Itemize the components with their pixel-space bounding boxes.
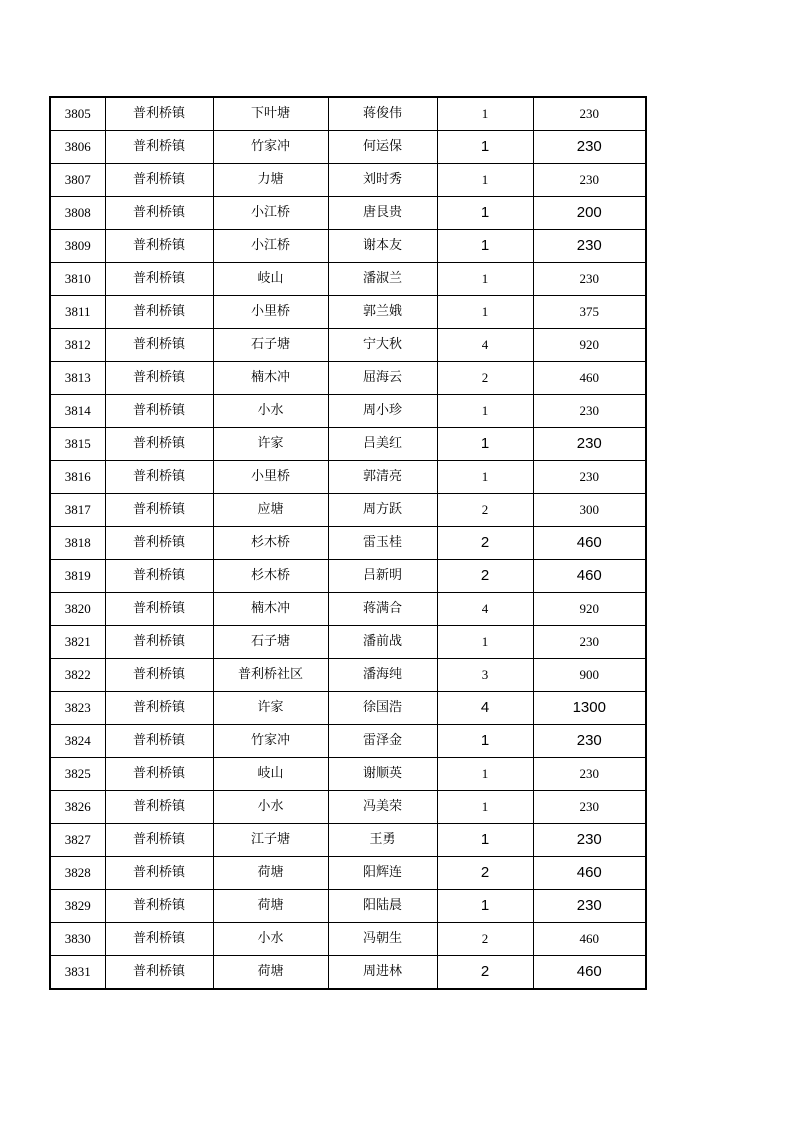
- cell-id: 3823: [50, 692, 105, 725]
- cell-count: 2: [437, 956, 533, 990]
- cell-count: 1: [437, 164, 533, 197]
- cell-village: 小里桥: [213, 296, 328, 329]
- cell-count: 3: [437, 659, 533, 692]
- cell-name: 吕美红: [328, 428, 437, 461]
- table-row: [50, 461, 646, 494]
- cell-count: 4: [437, 329, 533, 362]
- table-row: [50, 263, 646, 296]
- table-row: [50, 791, 646, 824]
- cell-village: 石子塘: [213, 329, 328, 362]
- cell-amount: 920: [533, 593, 646, 626]
- table-row: [50, 593, 646, 626]
- cell-village: 许家: [213, 428, 328, 461]
- cell-name: 宁大秋: [328, 329, 437, 362]
- cell-id: 3819: [50, 560, 105, 593]
- cell-amount: 230: [533, 890, 646, 923]
- cell-count: 2: [437, 362, 533, 395]
- cell-amount: 230: [533, 461, 646, 494]
- cell-name: 刘时秀: [328, 164, 437, 197]
- cell-count: 1: [437, 791, 533, 824]
- cell-village: 小里桥: [213, 461, 328, 494]
- cell-name: 阳陆晨: [328, 890, 437, 923]
- cell-count: 1: [437, 824, 533, 857]
- cell-town: 普利桥镇: [105, 626, 213, 659]
- cell-town: 普利桥镇: [105, 692, 213, 725]
- cell-id: 3806: [50, 131, 105, 164]
- table-row: [50, 329, 646, 362]
- cell-count: 2: [437, 560, 533, 593]
- cell-village: 竹家冲: [213, 131, 328, 164]
- cell-id: 3830: [50, 923, 105, 956]
- cell-count: 1: [437, 758, 533, 791]
- cell-amount: 300: [533, 494, 646, 527]
- cell-amount: 1300: [533, 692, 646, 725]
- table-row: [50, 97, 646, 131]
- table-row: [50, 362, 646, 395]
- table-row: [50, 197, 646, 230]
- cell-town: 普利桥镇: [105, 395, 213, 428]
- table-row: [50, 131, 646, 164]
- cell-name: 王勇: [328, 824, 437, 857]
- cell-amount: 230: [533, 428, 646, 461]
- cell-village: 普利桥社区: [213, 659, 328, 692]
- cell-town: 普利桥镇: [105, 923, 213, 956]
- cell-name: 吕新明: [328, 560, 437, 593]
- cell-town: 普利桥镇: [105, 197, 213, 230]
- cell-amount: 230: [533, 626, 646, 659]
- cell-id: 3821: [50, 626, 105, 659]
- cell-town: 普利桥镇: [105, 97, 213, 131]
- table-row: [50, 395, 646, 428]
- cell-name: 谢顺英: [328, 758, 437, 791]
- cell-name: 谢本友: [328, 230, 437, 263]
- cell-name: 周小珍: [328, 395, 437, 428]
- table-row: [50, 692, 646, 725]
- table-row: [50, 626, 646, 659]
- cell-town: 普利桥镇: [105, 659, 213, 692]
- cell-id: 3825: [50, 758, 105, 791]
- cell-name: 蒋满合: [328, 593, 437, 626]
- cell-village: 杉木桥: [213, 560, 328, 593]
- cell-count: 1: [437, 461, 533, 494]
- cell-id: 3824: [50, 725, 105, 758]
- cell-amount: 920: [533, 329, 646, 362]
- cell-amount: 900: [533, 659, 646, 692]
- data-table: [49, 96, 647, 990]
- cell-town: 普利桥镇: [105, 593, 213, 626]
- cell-village: 竹家冲: [213, 725, 328, 758]
- cell-id: 3810: [50, 263, 105, 296]
- table-row: [50, 824, 646, 857]
- cell-name: 周进林: [328, 956, 437, 990]
- cell-id: 3805: [50, 97, 105, 131]
- cell-id: 3813: [50, 362, 105, 395]
- cell-village: 荷塘: [213, 890, 328, 923]
- cell-name: 屈海云: [328, 362, 437, 395]
- cell-name: 蒋俊伟: [328, 97, 437, 131]
- cell-amount: 460: [533, 560, 646, 593]
- cell-name: 郭清亮: [328, 461, 437, 494]
- table-body: [50, 97, 646, 989]
- cell-amount: 460: [533, 857, 646, 890]
- cell-count: 2: [437, 857, 533, 890]
- cell-name: 冯美荣: [328, 791, 437, 824]
- cell-amount: 230: [533, 97, 646, 131]
- cell-count: 2: [437, 494, 533, 527]
- cell-count: 1: [437, 725, 533, 758]
- table-row: [50, 428, 646, 461]
- table-row: [50, 164, 646, 197]
- cell-name: 潘前战: [328, 626, 437, 659]
- cell-name: 阳辉连: [328, 857, 437, 890]
- cell-count: 1: [437, 197, 533, 230]
- table-row: [50, 923, 646, 956]
- cell-id: 3808: [50, 197, 105, 230]
- cell-village: 小江桥: [213, 230, 328, 263]
- table-row: [50, 725, 646, 758]
- table-row: [50, 956, 646, 990]
- cell-town: 普利桥镇: [105, 461, 213, 494]
- cell-village: 岐山: [213, 758, 328, 791]
- cell-amount: 375: [533, 296, 646, 329]
- table-row: [50, 560, 646, 593]
- cell-count: 1: [437, 395, 533, 428]
- cell-id: 3807: [50, 164, 105, 197]
- cell-name: 郭兰娥: [328, 296, 437, 329]
- cell-id: 3831: [50, 956, 105, 990]
- table-row: [50, 230, 646, 263]
- cell-town: 普利桥镇: [105, 857, 213, 890]
- cell-village: 小江桥: [213, 197, 328, 230]
- cell-village: 杉木桥: [213, 527, 328, 560]
- cell-count: 1: [437, 428, 533, 461]
- cell-amount: 230: [533, 395, 646, 428]
- cell-id: 3828: [50, 857, 105, 890]
- cell-village: 许家: [213, 692, 328, 725]
- cell-town: 普利桥镇: [105, 956, 213, 990]
- cell-village: 江子塘: [213, 824, 328, 857]
- cell-name: 潘海纯: [328, 659, 437, 692]
- cell-village: 楠木冲: [213, 593, 328, 626]
- cell-village: 小水: [213, 923, 328, 956]
- cell-id: 3815: [50, 428, 105, 461]
- cell-name: 雷泽金: [328, 725, 437, 758]
- cell-amount: 230: [533, 758, 646, 791]
- cell-amount: 200: [533, 197, 646, 230]
- cell-town: 普利桥镇: [105, 791, 213, 824]
- cell-count: 1: [437, 131, 533, 164]
- cell-count: 1: [437, 263, 533, 296]
- cell-amount: 460: [533, 923, 646, 956]
- cell-town: 普利桥镇: [105, 164, 213, 197]
- cell-town: 普利桥镇: [105, 890, 213, 923]
- cell-name: 雷玉桂: [328, 527, 437, 560]
- cell-town: 普利桥镇: [105, 296, 213, 329]
- cell-amount: 460: [533, 956, 646, 990]
- cell-id: 3818: [50, 527, 105, 560]
- cell-count: 1: [437, 890, 533, 923]
- cell-id: 3812: [50, 329, 105, 362]
- cell-name: 何运保: [328, 131, 437, 164]
- cell-town: 普利桥镇: [105, 131, 213, 164]
- cell-count: 4: [437, 692, 533, 725]
- cell-town: 普利桥镇: [105, 329, 213, 362]
- cell-id: 3811: [50, 296, 105, 329]
- cell-amount: 230: [533, 824, 646, 857]
- cell-name: 冯朝生: [328, 923, 437, 956]
- cell-amount: 460: [533, 527, 646, 560]
- cell-amount: 230: [533, 791, 646, 824]
- table-row: [50, 758, 646, 791]
- cell-id: 3827: [50, 824, 105, 857]
- cell-town: 普利桥镇: [105, 527, 213, 560]
- cell-count: 4: [437, 593, 533, 626]
- cell-name: 周方跃: [328, 494, 437, 527]
- cell-amount: 230: [533, 263, 646, 296]
- cell-amount: 230: [533, 131, 646, 164]
- cell-id: 3822: [50, 659, 105, 692]
- cell-id: 3817: [50, 494, 105, 527]
- cell-town: 普利桥镇: [105, 362, 213, 395]
- cell-amount: 230: [533, 164, 646, 197]
- table-row: [50, 857, 646, 890]
- table-row: [50, 890, 646, 923]
- cell-town: 普利桥镇: [105, 758, 213, 791]
- table-row: [50, 659, 646, 692]
- cell-town: 普利桥镇: [105, 230, 213, 263]
- cell-id: 3814: [50, 395, 105, 428]
- cell-count: 1: [437, 230, 533, 263]
- cell-name: 潘淑兰: [328, 263, 437, 296]
- cell-village: 荷塘: [213, 857, 328, 890]
- cell-village: 下叶塘: [213, 97, 328, 131]
- cell-count: 1: [437, 97, 533, 131]
- cell-town: 普利桥镇: [105, 560, 213, 593]
- cell-amount: 460: [533, 362, 646, 395]
- cell-id: 3820: [50, 593, 105, 626]
- cell-village: 力塘: [213, 164, 328, 197]
- cell-village: 石子塘: [213, 626, 328, 659]
- cell-town: 普利桥镇: [105, 725, 213, 758]
- cell-id: 3809: [50, 230, 105, 263]
- cell-id: 3829: [50, 890, 105, 923]
- cell-town: 普利桥镇: [105, 428, 213, 461]
- cell-village: 岐山: [213, 263, 328, 296]
- cell-count: 2: [437, 527, 533, 560]
- cell-village: 小水: [213, 395, 328, 428]
- cell-name: 徐国浩: [328, 692, 437, 725]
- table-row: [50, 296, 646, 329]
- cell-village: 小水: [213, 791, 328, 824]
- cell-id: 3816: [50, 461, 105, 494]
- cell-town: 普利桥镇: [105, 824, 213, 857]
- cell-amount: 230: [533, 230, 646, 263]
- cell-id: 3826: [50, 791, 105, 824]
- cell-count: 1: [437, 626, 533, 659]
- cell-town: 普利桥镇: [105, 494, 213, 527]
- table-row: [50, 494, 646, 527]
- cell-village: 楠木冲: [213, 362, 328, 395]
- cell-count: 2: [437, 923, 533, 956]
- table-row: [50, 527, 646, 560]
- cell-town: 普利桥镇: [105, 263, 213, 296]
- cell-name: 唐艮贵: [328, 197, 437, 230]
- cell-count: 1: [437, 296, 533, 329]
- cell-amount: 230: [533, 725, 646, 758]
- cell-village: 荷塘: [213, 956, 328, 990]
- cell-village: 应塘: [213, 494, 328, 527]
